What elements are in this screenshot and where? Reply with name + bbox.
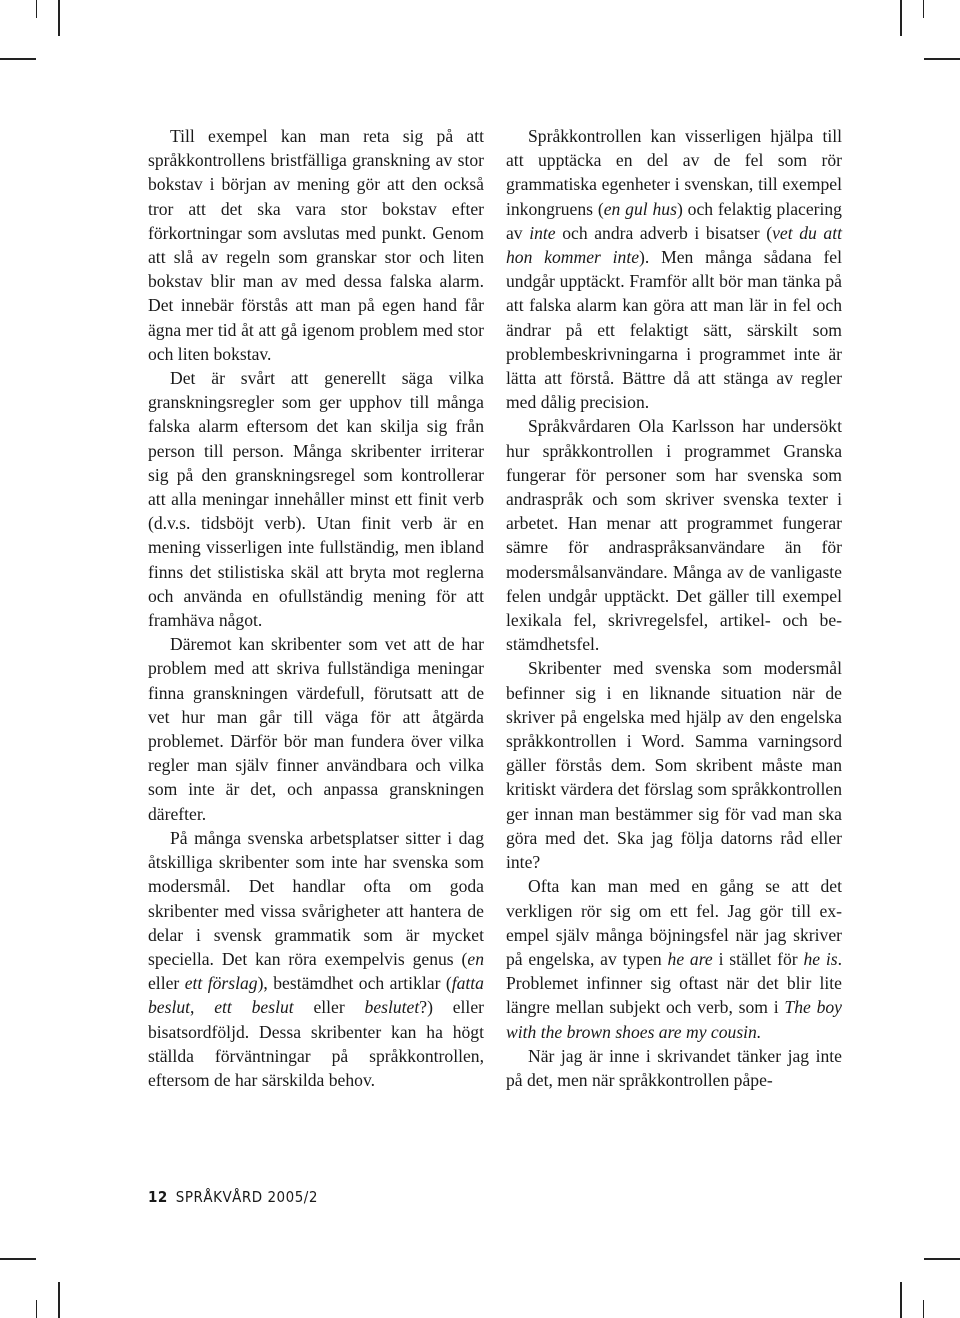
- crop-mark: [923, 0, 924, 18]
- text-run: Språkkontrollen kan visserligen hjälpa till att upptäcka en del av de fel som rör grammatiska egenheter i svenskan, till exempel inkongruens (: [506, 126, 842, 219]
- right-column: [506, 124, 842, 1092]
- text-run: ,: [190, 997, 215, 1018]
- publication-name: SPRÅKVÅRD 2005/2: [175, 1188, 318, 1206]
- italic-example: ett beslut: [214, 997, 294, 1018]
- text-run: och andra adverb i bisatser (: [555, 222, 773, 243]
- text-run: eller: [293, 997, 365, 1018]
- text-run: i stället för: [712, 948, 804, 969]
- paragraph: När jag är inne i skrivandet tänker jag inte på det, men när språkkontrollen påpe-: [506, 1045, 842, 1090]
- crop-mark: [58, 0, 60, 36]
- paragraph: Det är svårt att generellt säga vilka granskningsregler som ger upphov till många falska alarm eftersom det kan skilja sig från person till person. Många skribenter irriterar sig på den granskningsregel som kontrollerar att alla meningar innehåller minst ett finit verb (d.v.s. tidsböjt verb). Utan finit verb är en mening visserligen inte fullständig, men ibland finns det stilistiska skäl att bryta mot reglerna och använda en ofullständig mening för att framhäva något.: [148, 368, 484, 631]
- paragraph: [148, 826, 484, 1092]
- italic-example: he are: [667, 948, 713, 969]
- text-run: . Problemet infinner sig oftast när det blir lite längre mellan subjekt och verb, som i: [506, 948, 842, 1018]
- paragraph: Till exempel kan man reta sig på att språkkontrollens bristfälliga granskning av stor bokstav i början av mening gör att den också tror att det ska vara stor bokstav efter förkortningar som avslutas med punkt. Genom att slå av regeln som granskar stor och liten bokstav blir man av med dessa falska alarm. Det innebär förstås att man på egen hand får ägna mer tid åt att gå igenom problem med stor och liten bokstav.: [148, 126, 484, 364]
- italic-example: en: [467, 948, 484, 969]
- crop-mark: [36, 1300, 37, 1318]
- text-run: ), bestämdhet och artiklar (: [257, 973, 452, 994]
- text-run: ). Men många sådana fel undgår upptäckt. Framför allt bör man tänka på att falska alarm kan göra att man lär in fel och ändrar på ett felaktigt sätt, särskilt som problembeskrivningarna i programmet inte är lätta att förstå. Bättre då att stänga av regler med dålig precision.: [506, 247, 843, 413]
- left-column: [148, 124, 484, 1092]
- paragraph: [506, 874, 842, 1043]
- italic-example: The boy with the brown shoes are my cousin.: [506, 997, 842, 1042]
- crop-mark: [0, 1258, 36, 1260]
- text-run: Ofta kan man med en gång se att det verkligen rör sig om ett fel. Jag gör till exempel själv många böjningsfel när jag skriver på engelska, av typen: [506, 876, 842, 969]
- italic-example: vet du att hon kommer inte: [506, 222, 842, 268]
- crop-mark: [900, 0, 902, 36]
- crop-mark: [923, 1300, 924, 1318]
- text-run: ) och felaktig placering av: [506, 198, 842, 243]
- crop-mark: [36, 0, 37, 18]
- paragraph: [506, 124, 842, 414]
- text-run: ?) eller bisatsordföljd. Dessa skribenter kan ha högt ställda förväntningar på språkkontrollen, eftersom de har särskilda behov.: [148, 997, 484, 1090]
- italic-example: fatta beslut: [148, 973, 484, 1018]
- crop-mark: [900, 1282, 902, 1318]
- paragraph: Skribenter med svenska som modersmål befinner sig i en liknande situation när de skriver på engelska med hjälp av den engelska språkkontrollen i Word. Samma varningsord gäller förstås dem. Som skribent måste man kritiskt värdera det förslag som språkkontrollen ger innan man bestämmer sig för vad man ska göra med det. Ska jag följa datorns råd eller inte?: [506, 658, 842, 873]
- page-footer: [148, 1188, 318, 1206]
- text-run: eller: [148, 973, 185, 994]
- italic-example: ett förslag: [184, 973, 258, 994]
- paragraph: Språkvårdaren Ola Karlsson har undersökt hur språkkontrollen i programmet Granska fungerar för personer som har svenska som andraspråk och som skriver svenska texter i arbetet. Han menar att programmet fungerar sämre för andraspråksanvändare än för modersmålsanvändare. Många av de vanligaste felen undgår upptäckt. Det gäller till exempel lexikala fel, skrivregelsfel, artikel- och bestämdhetsfel.: [506, 416, 842, 655]
- italic-example: inte: [529, 222, 556, 243]
- crop-mark: [58, 1282, 60, 1318]
- italic-example: en gul hus: [603, 198, 677, 219]
- text-run: På många svenska arbetsplatser sitter i dag åtskilliga skribenter som inte har svenska som modersmål. Det handlar ofta om goda skribenter med vissa svårigheter att hantera de delar i svensk grammatik som är mycket speciella. Det kan röra exempelvis genus (: [148, 827, 484, 969]
- crop-mark: [0, 58, 36, 60]
- italic-example: beslutet: [364, 997, 420, 1018]
- page-number: 12: [148, 1188, 168, 1206]
- crop-mark: [924, 1258, 960, 1260]
- paragraph: Däremot kan skribenter som vet att de har problem med att skriva fullständiga meningar finna granskningen värdefull, förutsatt att de vet hur man går till väga för att åtgärda problemet. Därför bör man fundera över vilka regler man själv finner användbara och vilka som inte är det, och anpassa granskningen därefter.: [148, 634, 484, 824]
- italic-example: he is: [803, 948, 838, 969]
- crop-mark: [924, 58, 960, 60]
